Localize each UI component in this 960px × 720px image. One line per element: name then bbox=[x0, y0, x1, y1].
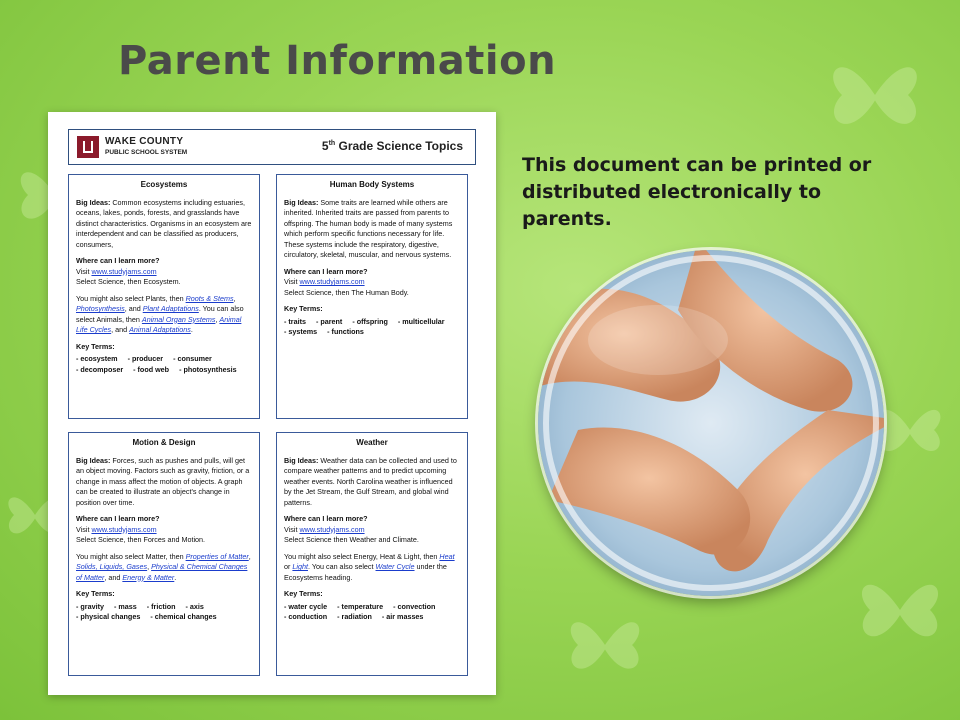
panel-heading: Human Body Systems bbox=[329, 180, 415, 189]
also-select: You might also select Plants, then Roots & Stems, Photosynthesis, and Plant Adaptations. You can also select Animals, then Animal Organ Systems, Animal Life Cycles, and Animal Adaptations. bbox=[76, 293, 244, 334]
topic-link[interactable]: Light bbox=[292, 562, 308, 571]
document-header bbox=[68, 129, 476, 165]
topic-link[interactable]: Physical & Chemical Changes of Matter bbox=[76, 562, 248, 582]
panel-heading: Weather bbox=[356, 438, 388, 447]
logo-line-1: WAKE COUNTY bbox=[105, 136, 184, 147]
slide-title: Parent Information bbox=[118, 38, 557, 84]
topic-link[interactable]: Water Cycle bbox=[375, 562, 415, 571]
topic-link[interactable]: Animal Adaptations bbox=[129, 325, 191, 334]
key-terms-label: Key Terms: bbox=[284, 589, 323, 598]
topic-link[interactable]: Energy & Matter bbox=[122, 572, 175, 582]
topic-link[interactable]: Properties of Matter bbox=[185, 551, 249, 561]
key-terms-label: Key Terms: bbox=[76, 589, 115, 598]
also-select: You might also select Matter, then Properties of Matter, Solids, Liquids, Gases, Physical & Chemical Changes of Matter, and Energy & Matter. bbox=[76, 551, 251, 582]
topic-link[interactable]: Animal Organ Systems bbox=[141, 314, 216, 324]
science-topics-document bbox=[48, 112, 496, 695]
studyjams-link[interactable]: www.studyjams.com bbox=[91, 524, 157, 534]
topic-link[interactable]: Heat bbox=[439, 551, 455, 561]
butterfly-icon bbox=[820, 40, 930, 150]
learn-more: Where can I learn more? Visit www.studyjams.com Select Science, then Forces and Motion. bbox=[76, 514, 206, 544]
studyjams-link[interactable]: www.studyjams.com bbox=[299, 277, 365, 286]
big-ideas: Big Ideas: Some traits are learned while others are inherited. Inherited traits are passed from parents to offspring. The human body is made of many systems which perform specific functions necessary for life. These systems include the respiratory, digestive, circulatory, skeletal, muscular, and nervous systems. bbox=[284, 197, 453, 259]
key-terms: - water cycle - temperature - convection - conduction - radiation - air masses bbox=[284, 601, 436, 621]
topic-link[interactable]: Plant Adaptations bbox=[142, 304, 199, 313]
key-terms-label: Key Terms: bbox=[284, 304, 323, 313]
learn-more: Where can I learn more? Visit www.studyjams.com Select Science, then Ecosystem. bbox=[76, 256, 181, 286]
panel-ecosystems bbox=[68, 174, 260, 419]
key-terms: - gravity - mass - friction - axis - physical changes - chemical changes bbox=[76, 601, 217, 621]
also-select: You might also select Energy, Heat & Light, then Heat or Light. You can also select Water Cycle under the Ecosystems heading. bbox=[284, 551, 455, 582]
learn-more: Where can I learn more? Visit www.studyjams.com Select Science, then The Human Body. bbox=[284, 266, 409, 297]
studyjams-link[interactable]: www.studyjams.com bbox=[299, 524, 365, 534]
big-ideas: Big Ideas: Common ecosystems including estuaries, oceans, lakes, ponds, forests, and grasslands have distinct characteristics. Organisms in an ecosystem are interdependent and can be classified as producers, consumers, bbox=[76, 197, 252, 249]
panel-human-body bbox=[276, 174, 468, 419]
panel-heading: Ecosystems bbox=[140, 180, 188, 189]
document-title: 5th Grade Science Topics bbox=[321, 139, 463, 153]
topic-link[interactable]: Photosynthesis bbox=[76, 304, 125, 313]
key-terms: - traits - parent - offspring - multicellular - systems - functions bbox=[284, 316, 445, 336]
studyjams-link[interactable]: www.studyjams.com bbox=[91, 266, 157, 276]
slide-caption: This document can be printed or distributed electronically to parents. bbox=[522, 154, 872, 230]
panel-weather bbox=[276, 432, 468, 676]
learn-more: Where can I learn more? Visit www.studyjams.com Select Science then Weather and Climate. bbox=[284, 514, 419, 544]
key-terms: - ecosystem - producer - consumer - decomposer - food web - photosynthesis bbox=[76, 354, 237, 374]
school-logo-icon bbox=[77, 136, 99, 158]
panel-motion-design bbox=[68, 432, 260, 676]
topic-link[interactable]: Solids, Liquids, Gases bbox=[76, 562, 148, 571]
hands-circle-image bbox=[538, 250, 884, 596]
panel-heading: Motion & Design bbox=[132, 438, 196, 447]
logo-line-2: PUBLIC SCHOOL SYSTEM bbox=[105, 149, 188, 156]
butterfly-icon bbox=[850, 560, 950, 660]
topic-link[interactable]: Animal Life Cycles bbox=[76, 314, 242, 334]
big-ideas: Big Ideas: Weather data can be collected and used to compare weather patterns and to predict upcoming weather events. North Carolina weather is influenced by the Jet Stream, the Gulf Stream, and global wind patterns. bbox=[284, 455, 457, 507]
topic-link[interactable]: Roots & Stems bbox=[185, 293, 234, 303]
hands-illustration-icon bbox=[538, 250, 884, 596]
big-ideas: Big Ideas: Forces, such as pushes and pulls, will get an object moving. Factors such as gravity, friction, or a change in mass affect the motion of objects. A graph can be created to illustrate an object's change in position over time. bbox=[76, 455, 250, 507]
key-terms-label: Key Terms: bbox=[76, 341, 115, 351]
butterfly-icon bbox=[560, 600, 650, 690]
